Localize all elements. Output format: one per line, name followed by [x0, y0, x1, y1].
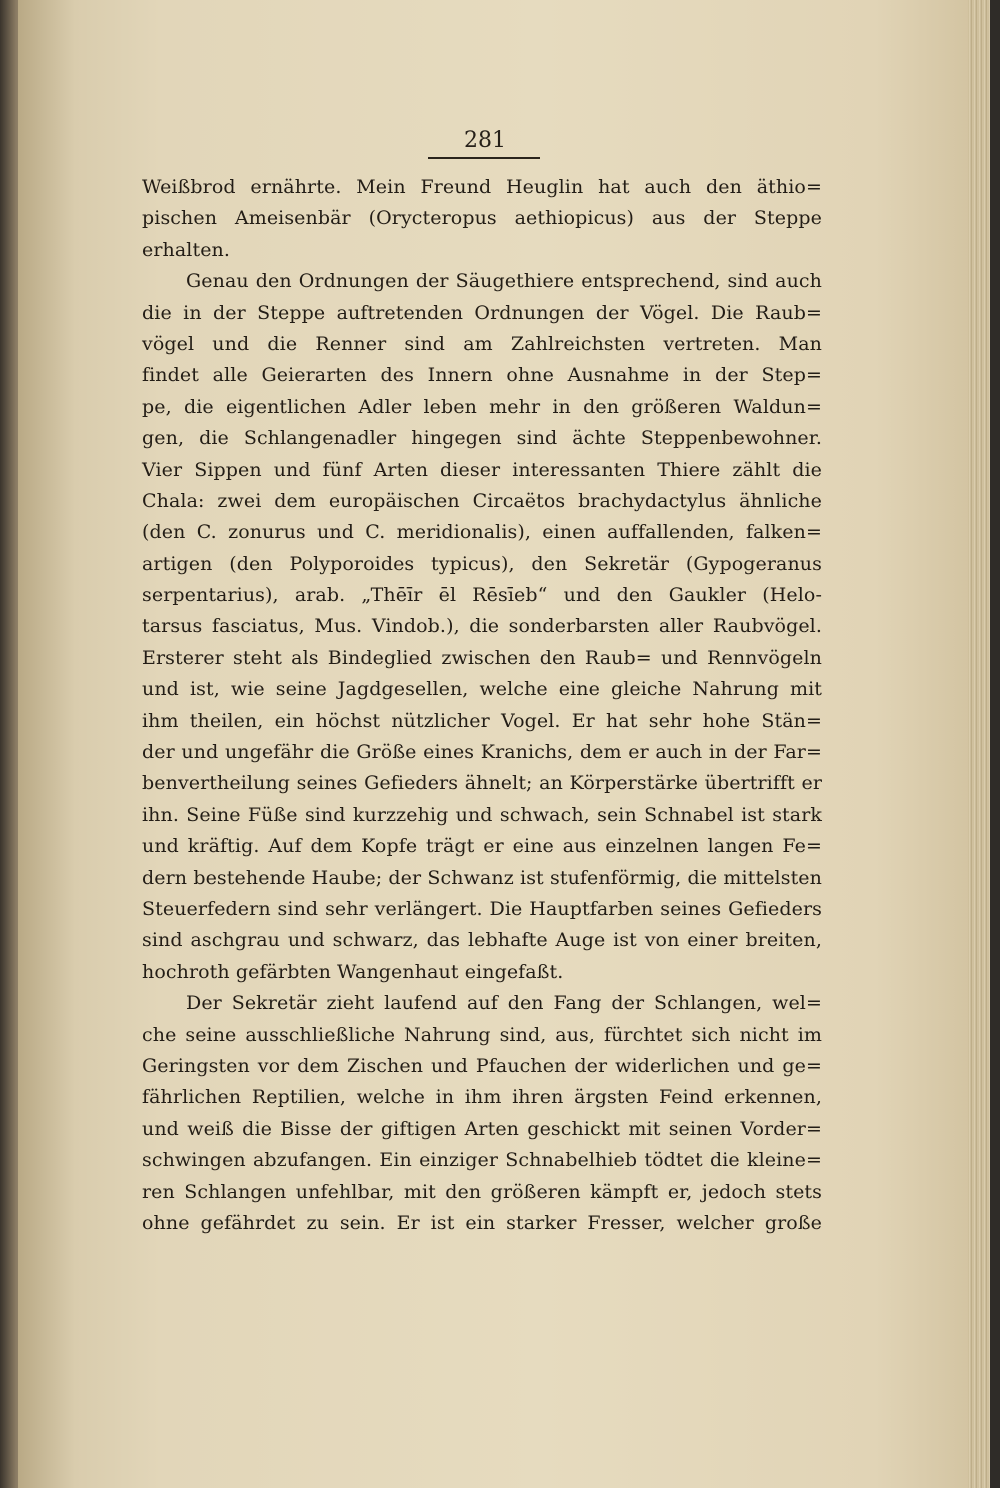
text-line: gen, die Schlangenadler hingegen sind ächte Steppenbewohner.: [142, 427, 822, 450]
text-line: Steuerfedern sind sehr verlängert. Die Hauptfarben seines Gefieders: [142, 897, 822, 920]
body-text: [142, 172, 822, 1239]
text-line: hochroth gefärbten Wangenhaut eingefaßt.: [142, 960, 564, 983]
text-line: serpentarius), arab. „Thēīr ēl Rēsīeb“ und den Gaukler (Helo-: [142, 584, 822, 607]
text-line: Weißbrod ernährte. Mein Freund Heuglin hat auch den äthio=: [142, 176, 822, 198]
text-line: pe, die eigentlichen Adler leben mehr in den größeren Waldun=: [142, 395, 822, 418]
text-line: erhalten.: [142, 238, 231, 261]
text-line: che seine ausschließliche Nahrung sind, aus, fürchtet sich nicht im: [142, 1023, 822, 1046]
text-line: ihm theilen, ein höchst nützlicher Vogel. Er hat sehr hohe Stän=: [142, 709, 822, 732]
text-line: die in der Steppe auftretenden Ordnungen der Vögel. Die Raub=: [142, 301, 822, 324]
text-line: tarsus fasciatus, Mus. Vindob.), die sonderbarsten aller Raubvögel.: [142, 615, 822, 638]
text-line: und weiß die Bisse der giftigen Arten geschickt mit seinen Vorder=: [142, 1117, 822, 1140]
text-line: fährlichen Reptilien, welche in ihm ihren ärgsten Feind erkennen,: [142, 1086, 822, 1109]
text-line: Vier Sippen und fünf Arten dieser interessanten Thiere zählt die: [142, 458, 822, 481]
text-line: Chala: zwei dem europäischen Circaëtos brachydactylus ähnliche: [142, 489, 822, 512]
page-stack-edges: [968, 0, 1000, 1488]
text-line: dern bestehende Haube; der Schwanz ist stufenförmig, die mittelsten: [142, 866, 822, 889]
text-line: findet alle Geierarten des Innern ohne Ausnahme in der Step=: [142, 364, 822, 387]
text-line: Der Sekretär zieht laufend auf den Fang der Schlangen, wel=: [186, 992, 822, 1015]
text-line: ren Schlangen unfehlbar, mit den größeren kämpft er, jedoch stets: [142, 1180, 822, 1203]
text-line: benvertheilung seines Gefieders ähnelt; an Körperstärke übertrifft er: [142, 772, 822, 795]
text-line: und kräftig. Auf dem Kopfe trägt er eine aus einzelnen langen Fe=: [142, 835, 822, 858]
text-line: ihn. Seine Füße sind kurzzehig und schwach, sein Schnabel ist stark: [142, 803, 822, 826]
text-line: pischen Ameisenbär (Orycteropus aethiopicus) aus der Steppe: [142, 207, 822, 230]
text-line: artigen (den Polyporoides typicus), den Sekretär (Gypogeranus: [142, 552, 822, 575]
text-line: Genau den Ordnungen der Säugethiere entsprechend, sind auch: [186, 270, 822, 293]
page-number: 281: [464, 128, 506, 153]
text-line: sind aschgrau und schwarz, das lebhafte Auge ist von einer breiten,: [142, 929, 822, 952]
text-line: schwingen abzufangen. Ein einziger Schnabelhieb tödtet die kleine=: [142, 1149, 822, 1172]
text-line: ohne gefährdet zu sein. Er ist ein starker Fresser, welcher große: [142, 1211, 822, 1234]
text-line: der und ungefähr die Größe eines Kranichs, dem er auch in der Far=: [142, 741, 822, 764]
text-line: Ersterer steht als Bindeglied zwischen den Raub= und Rennvögeln: [142, 646, 822, 669]
text-line: und ist, wie seine Jagdgesellen, welche eine gleiche Nahrung mit: [142, 678, 822, 701]
page-number-rule: [428, 157, 540, 159]
text-line: (den C. zonurus und C. meridionalis), einen auffallenden, falken=: [142, 521, 822, 544]
text-line: Geringsten vor dem Zischen und Pfauchen der widerlichen und ge=: [142, 1054, 822, 1077]
text-line: vögel und die Renner sind am Zahlreichsten vertreten. Man: [142, 332, 822, 355]
